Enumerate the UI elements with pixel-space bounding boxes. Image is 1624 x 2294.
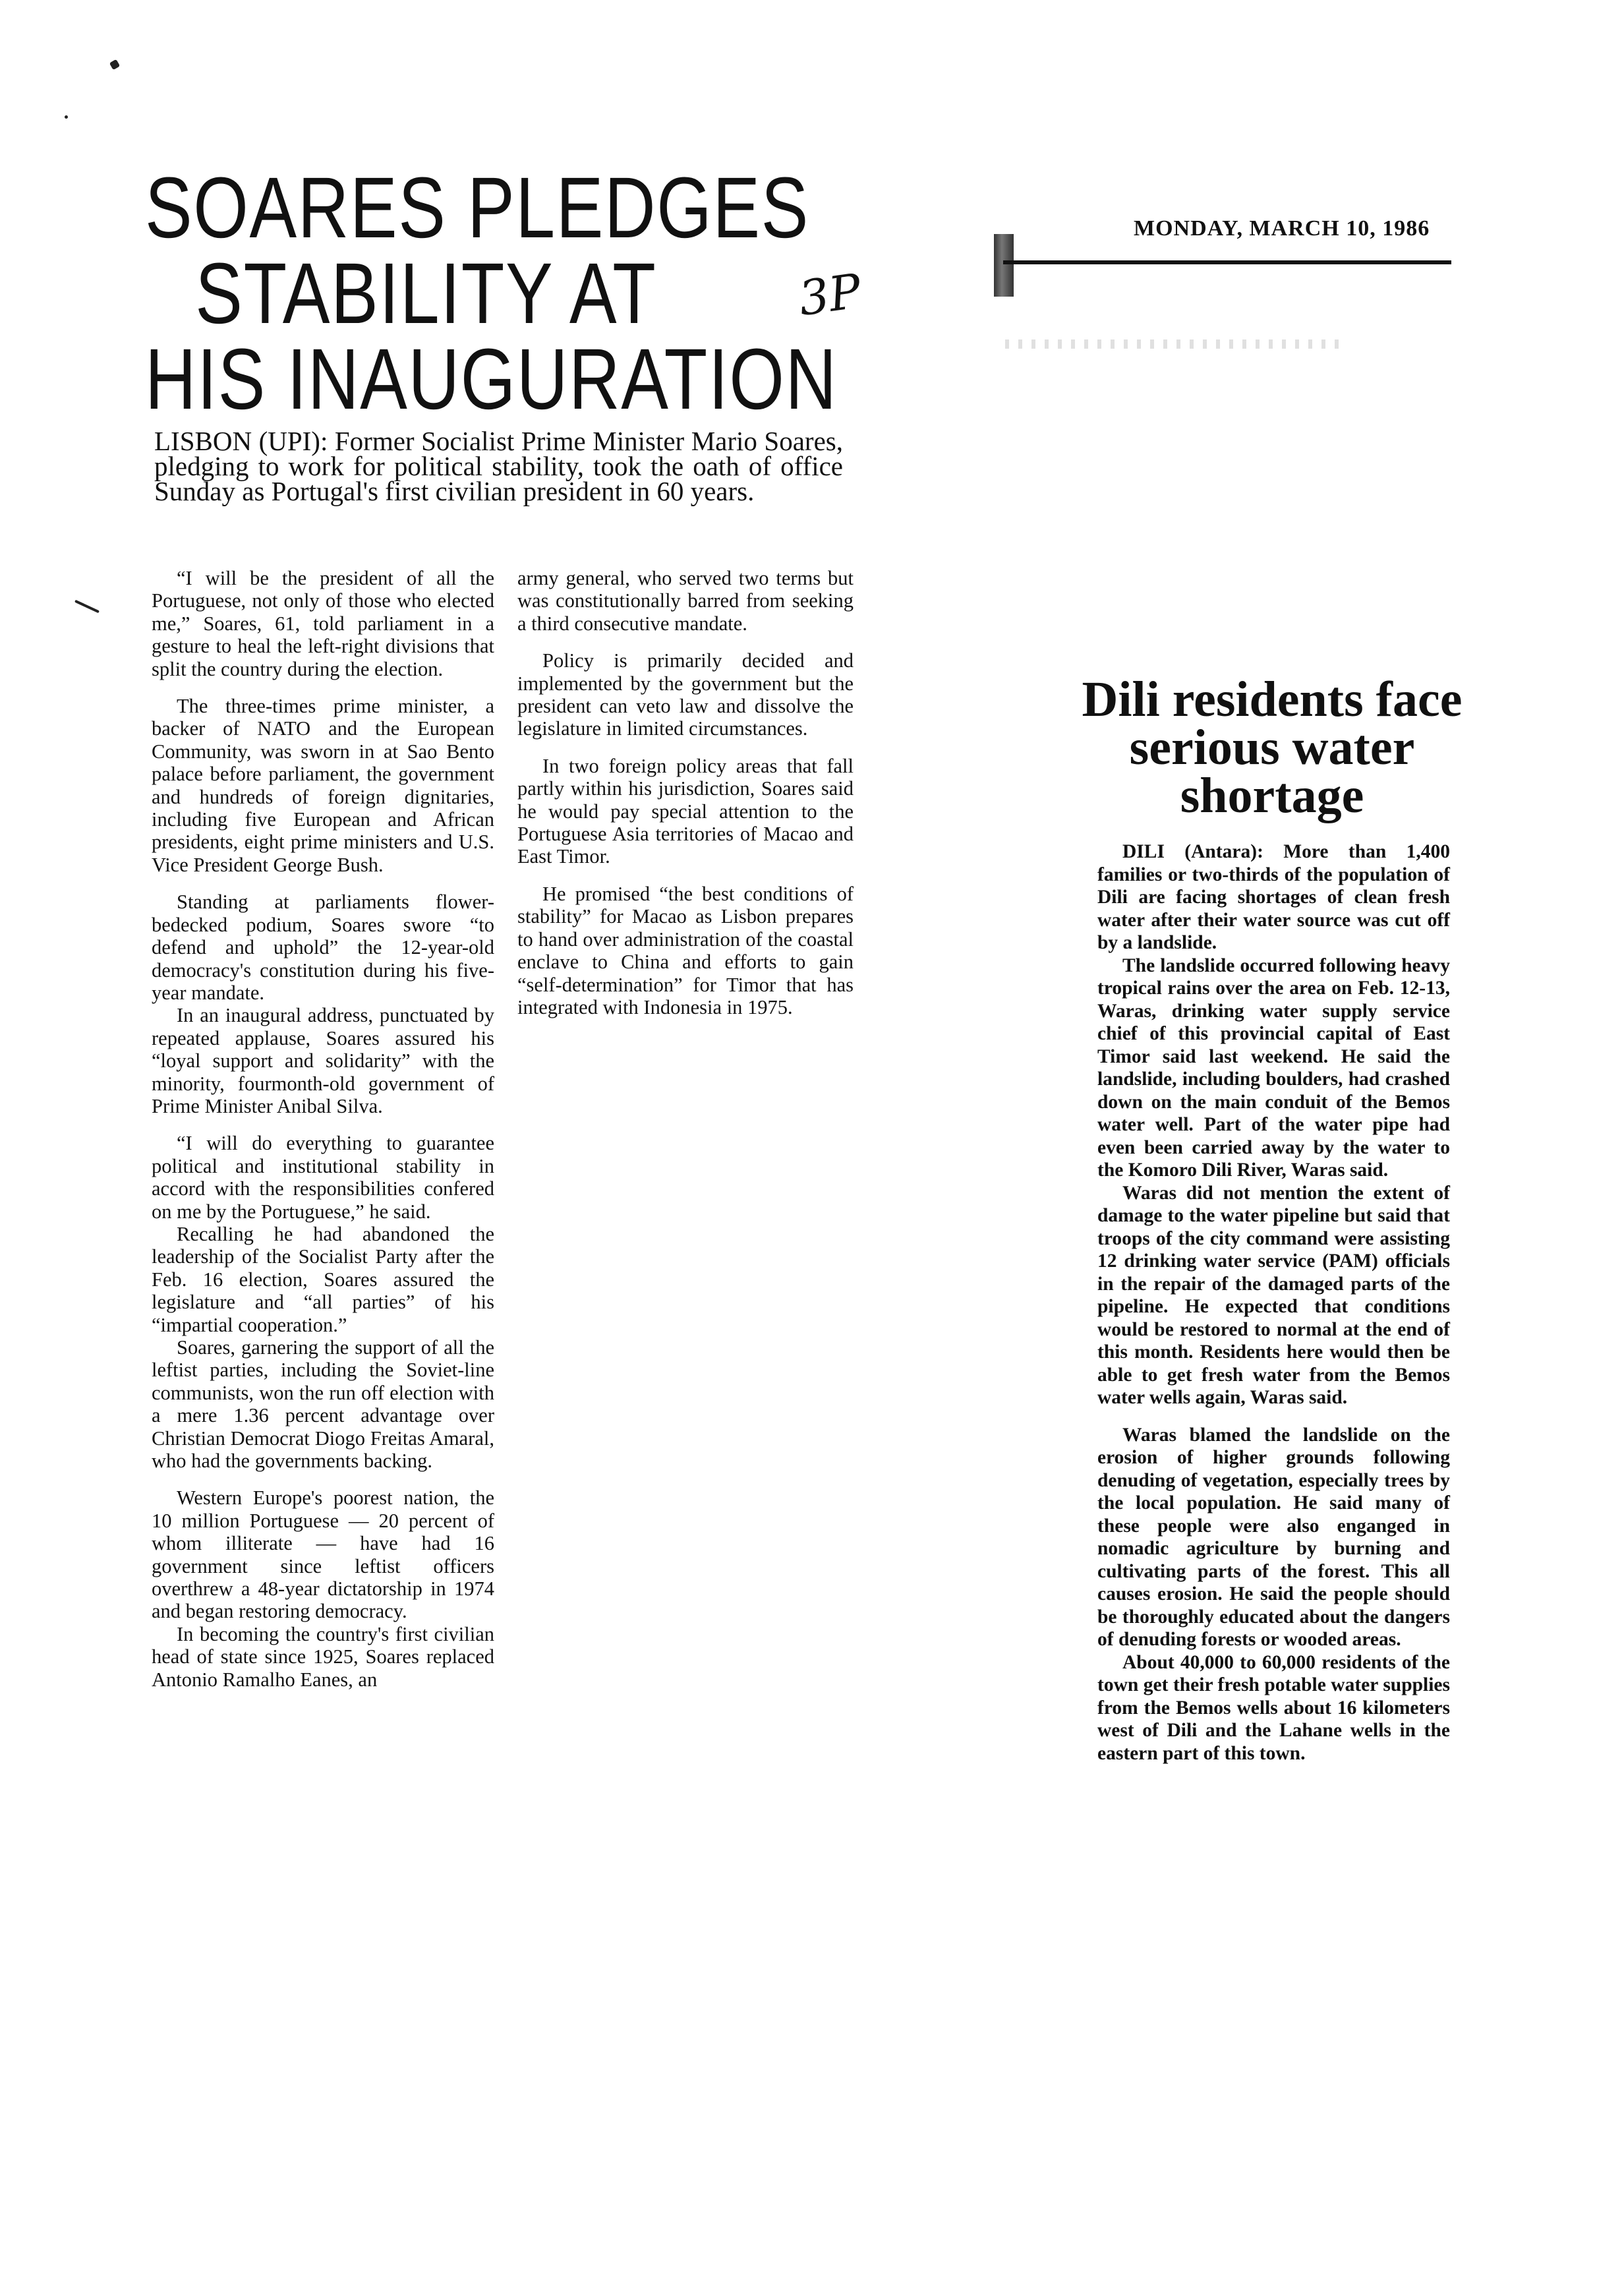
article-paragraph: Recalling he had abandoned the leadership of the Socialist Party after the Feb. 16 election, Soares assured the legislature and “all parties” of his “impartial cooperation.” bbox=[152, 1222, 494, 1336]
dateline: MONDAY, MARCH 10, 1986 bbox=[1134, 216, 1430, 241]
article-column-1 bbox=[152, 567, 494, 1691]
dateline-rule bbox=[1003, 260, 1451, 264]
headline-line-3: HIS INAUGURATION bbox=[145, 330, 838, 427]
dili-article-column bbox=[1097, 840, 1450, 1765]
clipping-edge-mark bbox=[994, 234, 1014, 297]
faded-text-smudge bbox=[1005, 339, 1348, 349]
article-paragraph: In an inaugural address, punctuated by repeated applause, Soares assured his “loyal support and solidarity” with the minority, fourmonth-old government of Prime Minister Anibal Silva. bbox=[152, 1004, 494, 1117]
article-paragraph: In two foreign policy areas that fall partly within his jurisdiction, Soares said he would pay special attention to the Portuguese Asia territories of Macao and East Timor. bbox=[517, 754, 854, 868]
article-paragraph: Western Europe's poorest nation, the 10 million Portuguese — 20 percent of whom illiterate — have had 16 government since leftist officers overthrew a 48-year dictatorship in 1974 and began restoring democracy. bbox=[152, 1486, 494, 1623]
headline-line-1: SOARES PLEDGES bbox=[145, 159, 809, 256]
article-paragraph: Waras did not mention the extent of damage to the water pipeline but said that troops of the city command were assisting 12 drinking water service (PAM) officials in the repair of the damaged parts of the pipeline. He expected that conditions would be restored to normal at the end of this month. Residents here would then be able to get fresh water from the Bemos water wells again, Waras said. bbox=[1097, 1182, 1450, 1408]
article-paragraph: Policy is primarily decided and implemented by the government but the president can veto law and dissolve the legislature in limited circumstances. bbox=[517, 649, 854, 740]
scan-speck bbox=[109, 59, 120, 70]
handwritten-annotation: 3P bbox=[795, 262, 865, 327]
article-paragraph: In becoming the country's first civilian head of state since 1925, Soares replaced Antonio Ramalho Eanes, an bbox=[152, 1622, 494, 1691]
article-paragraph: He promised “the best conditions of stability” for Macao as Lisbon prepares to hand over administration of the coastal enclave to China and efforts to gain “self-determination” for Timor that has integrated with Indonesia in 1975. bbox=[517, 882, 854, 1018]
dili-headline: Dili residents face serious water shortage bbox=[1082, 672, 1463, 823]
article-paragraph: DILI (Antara): More than 1,400 families or two-thirds of the population of Dili are facing shortages of clean fresh water after their water source was cut off by a landslide. bbox=[1097, 841, 1450, 953]
article-paragraph: Standing at parliaments flower-bedecked podium, Soares swore “to defend and uphold” the 12-year-old democracy's constitution during his five-year mandate. bbox=[152, 891, 494, 1004]
article-paragraph: The landslide occurred following heavy tropical rains over the area on Feb. 12-13, Waras, drinking water supply service chief of this provincial capital of East Timor said last weekend. He said the landslide, including boulders, had crashed down on the main conduit of the Bemos water well. Part of the water pipe had even been carried away by the water to the Komoro Dili River, Waras said. bbox=[1097, 955, 1450, 1181]
article-paragraph: The three-times prime minister, a backer of NATO and the European Community, was sworn in at Sao Bento palace before parliament, the government and hundreds of foreign dignitaries, including five European and African presidents, eight prime ministers and U.S. Vice President George Bush. bbox=[152, 695, 494, 876]
headline-line-2: STABILITY AT bbox=[195, 245, 657, 341]
article-paragraph: “I will do everything to guarantee political and institutional stability in accord with the responsibilities confered on me by the Portuguese,” he said. bbox=[152, 1132, 494, 1223]
article-paragraph: About 40,000 to 60,000 residents of the town get their fresh potable water supplies from the Bemos wells about 16 kilometers west of Dili and the Lahane wells in the eastern part of this town. bbox=[1097, 1651, 1450, 1764]
article-paragraph: “I will be the president of all the Portuguese, not only of those who elected me,” Soares, 61, told parliament in a gesture to heal the left-right divisions that split the country during the election. bbox=[152, 567, 494, 680]
margin-arrow-mark bbox=[74, 600, 100, 614]
article-paragraph: Soares, garnering the support of all the leftist parties, including the Soviet-line communists, won the run off election with a mere 1.36 percent advantage over Christian Democrat Diogo Freitas Amaral, who had the governments backing. bbox=[152, 1336, 494, 1473]
lead-paragraph: LISBON (UPI): Former Socialist Prime Minister Mario Soares, pledging to work for political stability, took the oath of office Sunday as Portugal's first civilian president in 60 years. bbox=[154, 426, 843, 506]
article-paragraph: army general, who served two terms but was constitutionally barred from seeking a third consecutive mandate. bbox=[517, 567, 854, 635]
article-paragraph: Waras blamed the landslide on the erosion of higher grounds following denuding of vegetation, especially trees by the local population. He said many of these people were also enganged in nomadic agriculture by burning and cultivating parts of the forest. This all causes erosion. He said the people should be thoroughly educated about the dangers of denuding forests or wooded areas. bbox=[1097, 1424, 1450, 1650]
article-column-2 bbox=[517, 567, 854, 1018]
scan-speck bbox=[65, 115, 68, 119]
